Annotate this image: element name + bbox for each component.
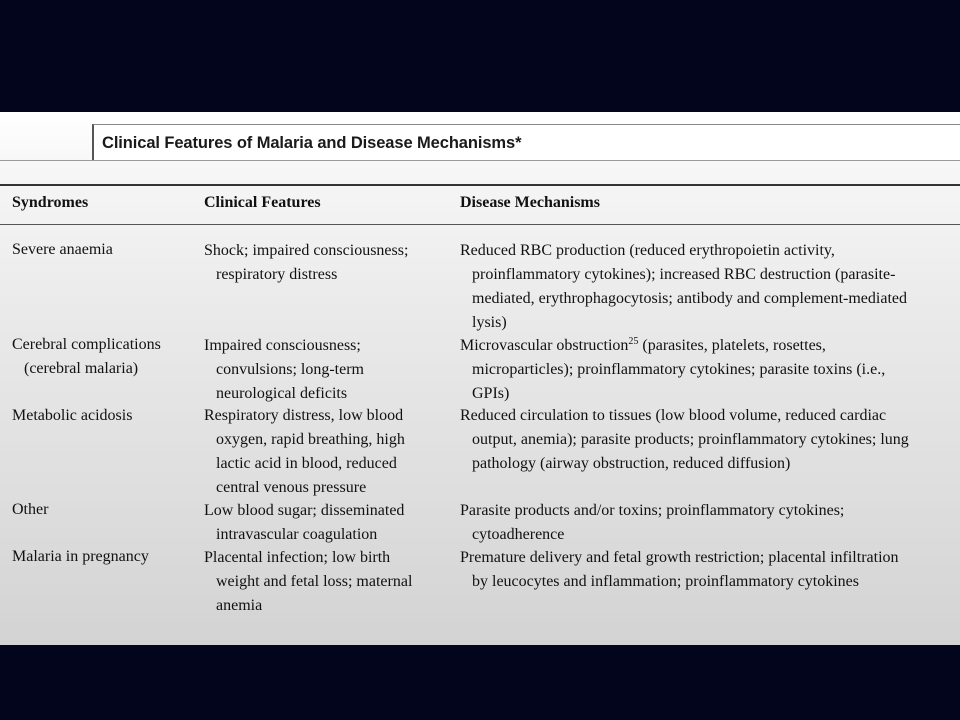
- syndrome-line: Cerebral complications: [12, 336, 161, 353]
- row-severe-anaemia-mechanisms: [460, 239, 907, 335]
- mechanism-line: by leucocytes and inflammation; proinflammatory cytokines: [472, 573, 860, 590]
- clinical-line: Low blood sugar; disseminated: [204, 502, 405, 519]
- row-severe-anaemia-syndrome: [12, 238, 113, 262]
- header-top-rule: [0, 184, 960, 186]
- row-severe-anaemia-clinical: [204, 239, 408, 287]
- clinical-line: lactic acid in blood, reduced: [216, 455, 397, 472]
- header-syndromes: Syndromes: [12, 194, 89, 211]
- clinical-line: convulsions; long-term: [216, 361, 364, 378]
- table-title-bar: [92, 124, 960, 161]
- header-bottom-rule: [0, 224, 960, 225]
- mechanism-line: mediated, erythrophagocytosis; antibody and complement-mediated: [472, 290, 907, 307]
- mechanism-line: output, anemia); parasite products; proinflammatory cytokines; lung: [472, 431, 909, 448]
- mechanism-text: Microvascular obstruction: [460, 337, 629, 354]
- mechanism-line: Reduced circulation to tissues (low blood volume, reduced cardiac: [460, 407, 887, 424]
- row-metabolic-acidosis-mechanisms: [460, 404, 909, 476]
- mechanism-line: [460, 334, 885, 358]
- clinical-line: Placental infection; low birth: [204, 549, 391, 566]
- mechanism-text: (parasites, platelets, rosettes,: [638, 337, 826, 354]
- row-pregnancy-syndrome: [12, 545, 149, 569]
- mechanism-line: Parasite products and/or toxins; proinflammatory cytokines;: [460, 502, 845, 519]
- mechanism-line: Premature delivery and fetal growth restriction; placental infiltration: [460, 549, 899, 566]
- syndrome-line: Metabolic acidosis: [12, 407, 133, 424]
- row-other-syndrome: [12, 498, 48, 522]
- row-other-mechanisms: [460, 499, 844, 547]
- title-divider: [0, 160, 960, 161]
- row-cerebral-syndrome: [12, 333, 161, 381]
- mechanism-line: pathology (airway obstruction, reduced diffusion): [472, 455, 791, 472]
- row-pregnancy-mechanisms: [460, 546, 899, 594]
- header-disease-mechanisms: Disease Mechanisms: [460, 194, 600, 211]
- header-clinical-features: Clinical Features: [204, 194, 321, 211]
- clinical-line: central venous pressure: [216, 479, 367, 496]
- mechanism-line: lysis): [472, 314, 507, 331]
- clinical-line: Impaired consciousness;: [204, 337, 361, 354]
- row-metabolic-acidosis-clinical: [204, 404, 405, 500]
- mechanism-line: GPIs): [472, 385, 510, 402]
- slide: [0, 112, 960, 645]
- row-other-clinical: [204, 499, 404, 547]
- row-cerebral-clinical: [204, 334, 364, 406]
- syndrome-line: Other: [12, 501, 49, 518]
- row-pregnancy-clinical: [204, 546, 412, 618]
- clinical-line: anemia: [216, 597, 263, 614]
- clinical-line: intravascular coagulation: [216, 526, 378, 543]
- syndrome-line: Malaria in pregnancy: [12, 548, 149, 565]
- mechanism-line: proinflammatory cytokines); increased RBC destruction (parasite-: [472, 266, 896, 283]
- mechanism-line: microparticles); proinflammatory cytokines; parasite toxins (i.e.,: [472, 361, 886, 378]
- mechanism-line: Reduced RBC production (reduced erythropoietin activity,: [460, 242, 835, 259]
- clinical-line: neurological deficits: [216, 385, 348, 402]
- mechanism-line: cytoadherence: [472, 526, 565, 543]
- clinical-line: Shock; impaired consciousness;: [204, 242, 409, 259]
- row-cerebral-mechanisms: [460, 334, 885, 406]
- clinical-line: respiratory distress: [216, 266, 338, 283]
- row-metabolic-acidosis-syndrome: [12, 404, 132, 428]
- clinical-line: Respiratory distress, low blood: [204, 407, 404, 424]
- clinical-line: oxygen, rapid breathing, high: [216, 431, 405, 448]
- table-title: Clinical Features of Malaria and Disease Mechanisms*: [102, 134, 522, 152]
- syndrome-line: Severe anaemia: [12, 241, 113, 258]
- reference-superscript: 25: [628, 336, 639, 347]
- clinical-line: weight and fetal loss; maternal: [216, 573, 413, 590]
- syndrome-line: (cerebral malaria): [24, 360, 139, 377]
